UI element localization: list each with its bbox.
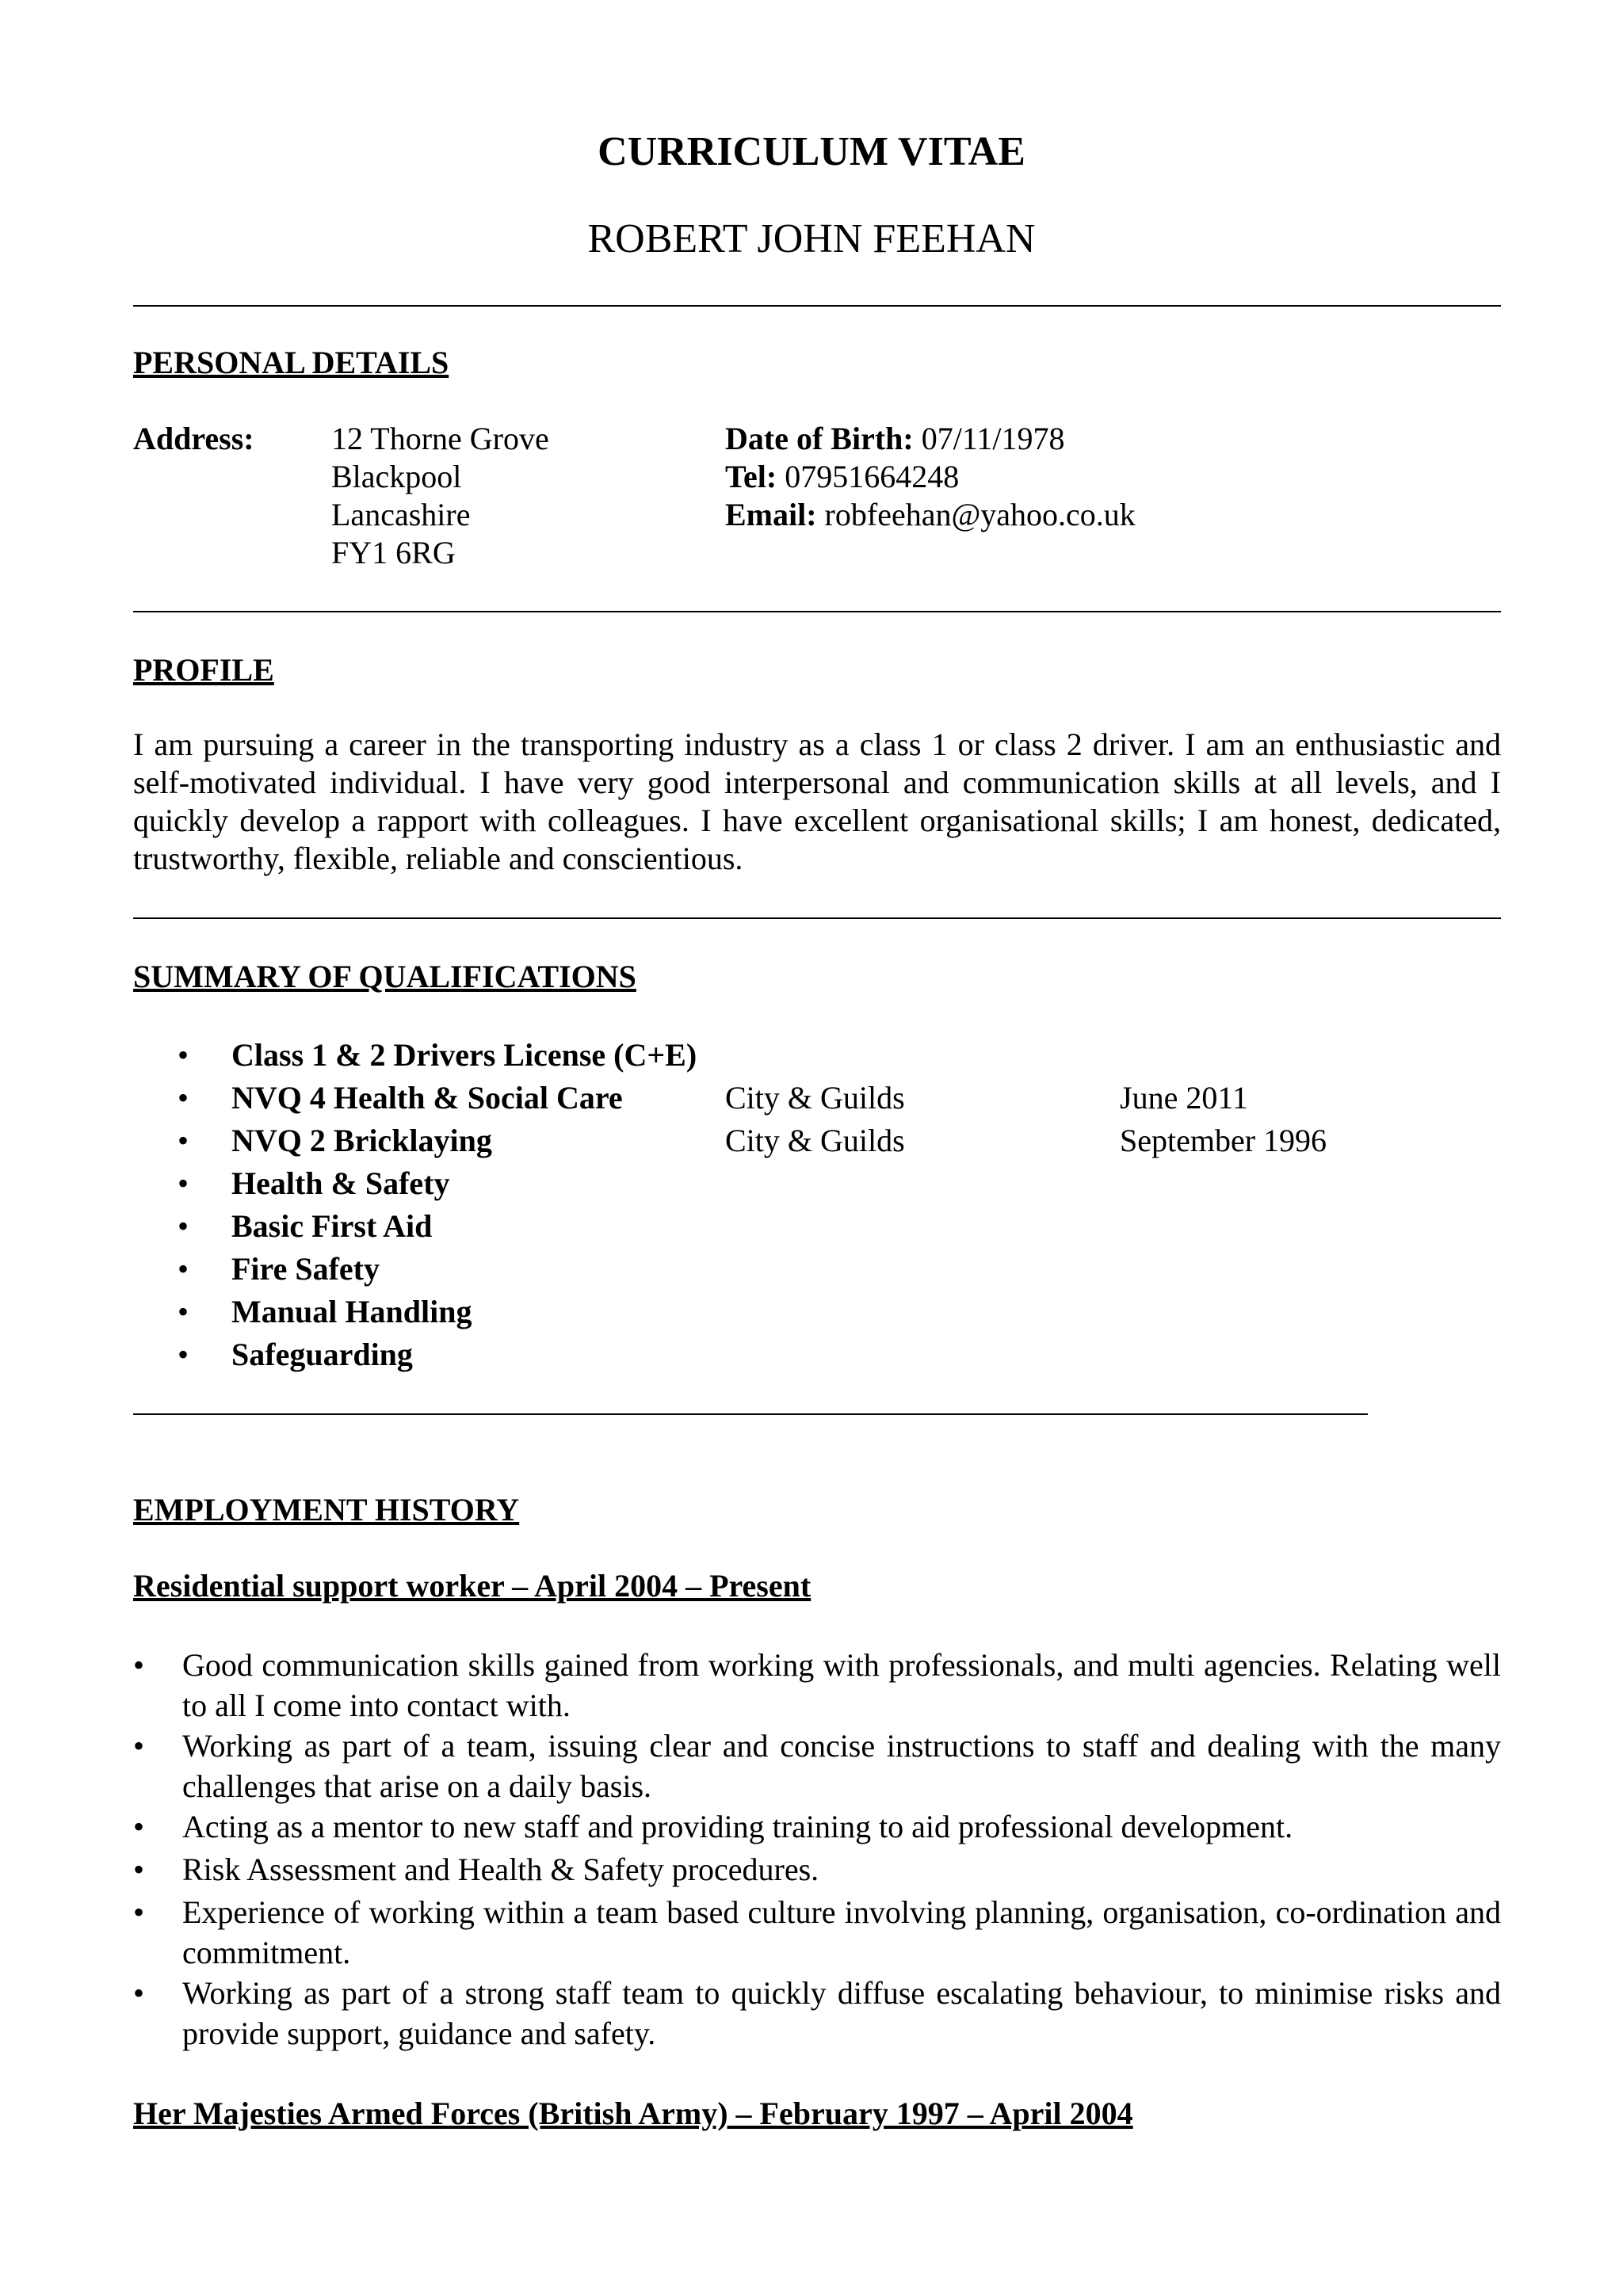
duty-item bbox=[133, 1973, 1501, 2054]
address-line-1: 12 Thorne Grove bbox=[331, 421, 549, 456]
qualifications-heading: SUMMARY OF QUALIFICATIONS bbox=[133, 959, 636, 994]
qualification-body: City & Guilds bbox=[725, 1080, 905, 1116]
duty-text: Good communication skills gained from working with professionals, and multi agencies. Relating well to all I come into contact with. bbox=[182, 1647, 1501, 1723]
candidate-name: ROBERT JOHN FEEHAN bbox=[587, 216, 1036, 261]
dob-value: 07/11/1978 bbox=[921, 421, 1065, 456]
divider bbox=[133, 1413, 1368, 1415]
address-line-3: Lancashire bbox=[331, 497, 471, 532]
qualification-item bbox=[0, 1165, 1623, 1207]
duty-item bbox=[133, 1726, 1501, 1806]
job-title: Her Majesties Armed Forces (British Army) – February 1997 – April 2004 bbox=[133, 2096, 1133, 2131]
email-label: Email: bbox=[725, 497, 817, 532]
qualification-date: June 2011 bbox=[1120, 1080, 1248, 1116]
qualification-item bbox=[0, 1207, 1623, 1250]
bullet-icon: • bbox=[178, 1037, 189, 1073]
email-value: robfeehan@yahoo.co.uk bbox=[824, 497, 1136, 532]
bullet-icon: • bbox=[133, 1728, 145, 1764]
bullet-icon: • bbox=[178, 1208, 189, 1244]
qualification-date: September 1996 bbox=[1120, 1123, 1327, 1158]
duty-text: Acting as a mentor to new staff and providing training to aid professional development. bbox=[182, 1809, 1293, 1844]
qualification-item bbox=[0, 1079, 1623, 1122]
personal-details-heading: PERSONAL DETAILS bbox=[133, 345, 449, 380]
duty-item bbox=[133, 1806, 1501, 1847]
address-line-4: FY1 6RG bbox=[331, 535, 456, 570]
duty-text: Working as part of a team, issuing clear and concise instructions to staff and dealing with the many challenges that arise on a daily basis. bbox=[182, 1728, 1501, 1804]
bullet-icon: • bbox=[178, 1123, 189, 1158]
qualification-name: Safeguarding bbox=[231, 1337, 413, 1372]
tel-label: Tel: bbox=[725, 459, 777, 494]
profile-text: I am pursuing a career in the transporting industry as a class 1 or class 2 driver. I am an enthusiastic and self-motivated individual. I have very good interpersonal and communication skills at all levels, and I quickly develop a rapport with colleagues. I have excellent organisational skills; I am honest, dedicated, trustworthy, flexible, reliable and conscientious. bbox=[133, 727, 1501, 876]
bullet-icon: • bbox=[133, 1647, 145, 1683]
bullet-icon: • bbox=[133, 1975, 145, 2011]
qualification-name: Health & Safety bbox=[231, 1165, 450, 1201]
tel-row bbox=[725, 458, 959, 496]
qualification-name: Fire Safety bbox=[231, 1251, 380, 1287]
employment-heading: EMPLOYMENT HISTORY bbox=[133, 1492, 520, 1527]
qualification-name: Basic First Aid bbox=[231, 1208, 433, 1244]
qualification-item bbox=[0, 1036, 1623, 1079]
bullet-icon: • bbox=[178, 1337, 189, 1372]
qualification-item bbox=[0, 1336, 1623, 1379]
dob-label: Date of Birth: bbox=[725, 421, 914, 456]
duty-text: Working as part of a strong staff team to quickly diffuse escalating behaviour, to minimise risks and provide support, guidance and safety. bbox=[182, 1975, 1501, 2051]
qualification-name: Class 1 & 2 Drivers License (C+E) bbox=[231, 1037, 697, 1073]
bullet-icon: • bbox=[178, 1251, 189, 1287]
divider bbox=[133, 305, 1501, 307]
qualification-name: Manual Handling bbox=[231, 1294, 472, 1329]
qualification-item bbox=[0, 1122, 1623, 1165]
bullet-icon: • bbox=[178, 1165, 189, 1201]
bullet-icon: • bbox=[178, 1080, 189, 1116]
email-row bbox=[725, 496, 1136, 534]
qualification-name: NVQ 4 Health & Social Care bbox=[231, 1080, 623, 1116]
qualification-body: City & Guilds bbox=[725, 1123, 905, 1158]
duty-item bbox=[133, 1645, 1501, 1726]
duty-item bbox=[133, 1892, 1501, 1973]
bullet-icon: • bbox=[133, 1852, 145, 1887]
qualification-item bbox=[0, 1250, 1623, 1293]
address-label: Address: bbox=[133, 421, 254, 456]
bullet-icon: • bbox=[133, 1894, 145, 1930]
qualification-item bbox=[0, 1293, 1623, 1336]
qualification-name: NVQ 2 Bricklaying bbox=[231, 1123, 492, 1158]
dob-row bbox=[725, 420, 1064, 458]
duty-text: Risk Assessment and Health & Safety procedures. bbox=[182, 1852, 819, 1887]
document-title: CURRICULUM VITAE bbox=[598, 129, 1025, 174]
profile-heading: PROFILE bbox=[133, 652, 274, 688]
duty-item bbox=[133, 1849, 1501, 1890]
job-title: Residential support worker – April 2004 – Present bbox=[133, 1568, 812, 1604]
duty-text: Experience of working within a team based culture involving planning, organisation, co-ordination and commitment. bbox=[182, 1894, 1501, 1970]
bullet-icon: • bbox=[178, 1294, 189, 1329]
bullet-icon: • bbox=[133, 1809, 145, 1844]
address-line-2: Blackpool bbox=[331, 459, 462, 494]
tel-value: 07951664248 bbox=[785, 459, 960, 494]
divider bbox=[133, 917, 1501, 919]
divider bbox=[133, 611, 1501, 612]
